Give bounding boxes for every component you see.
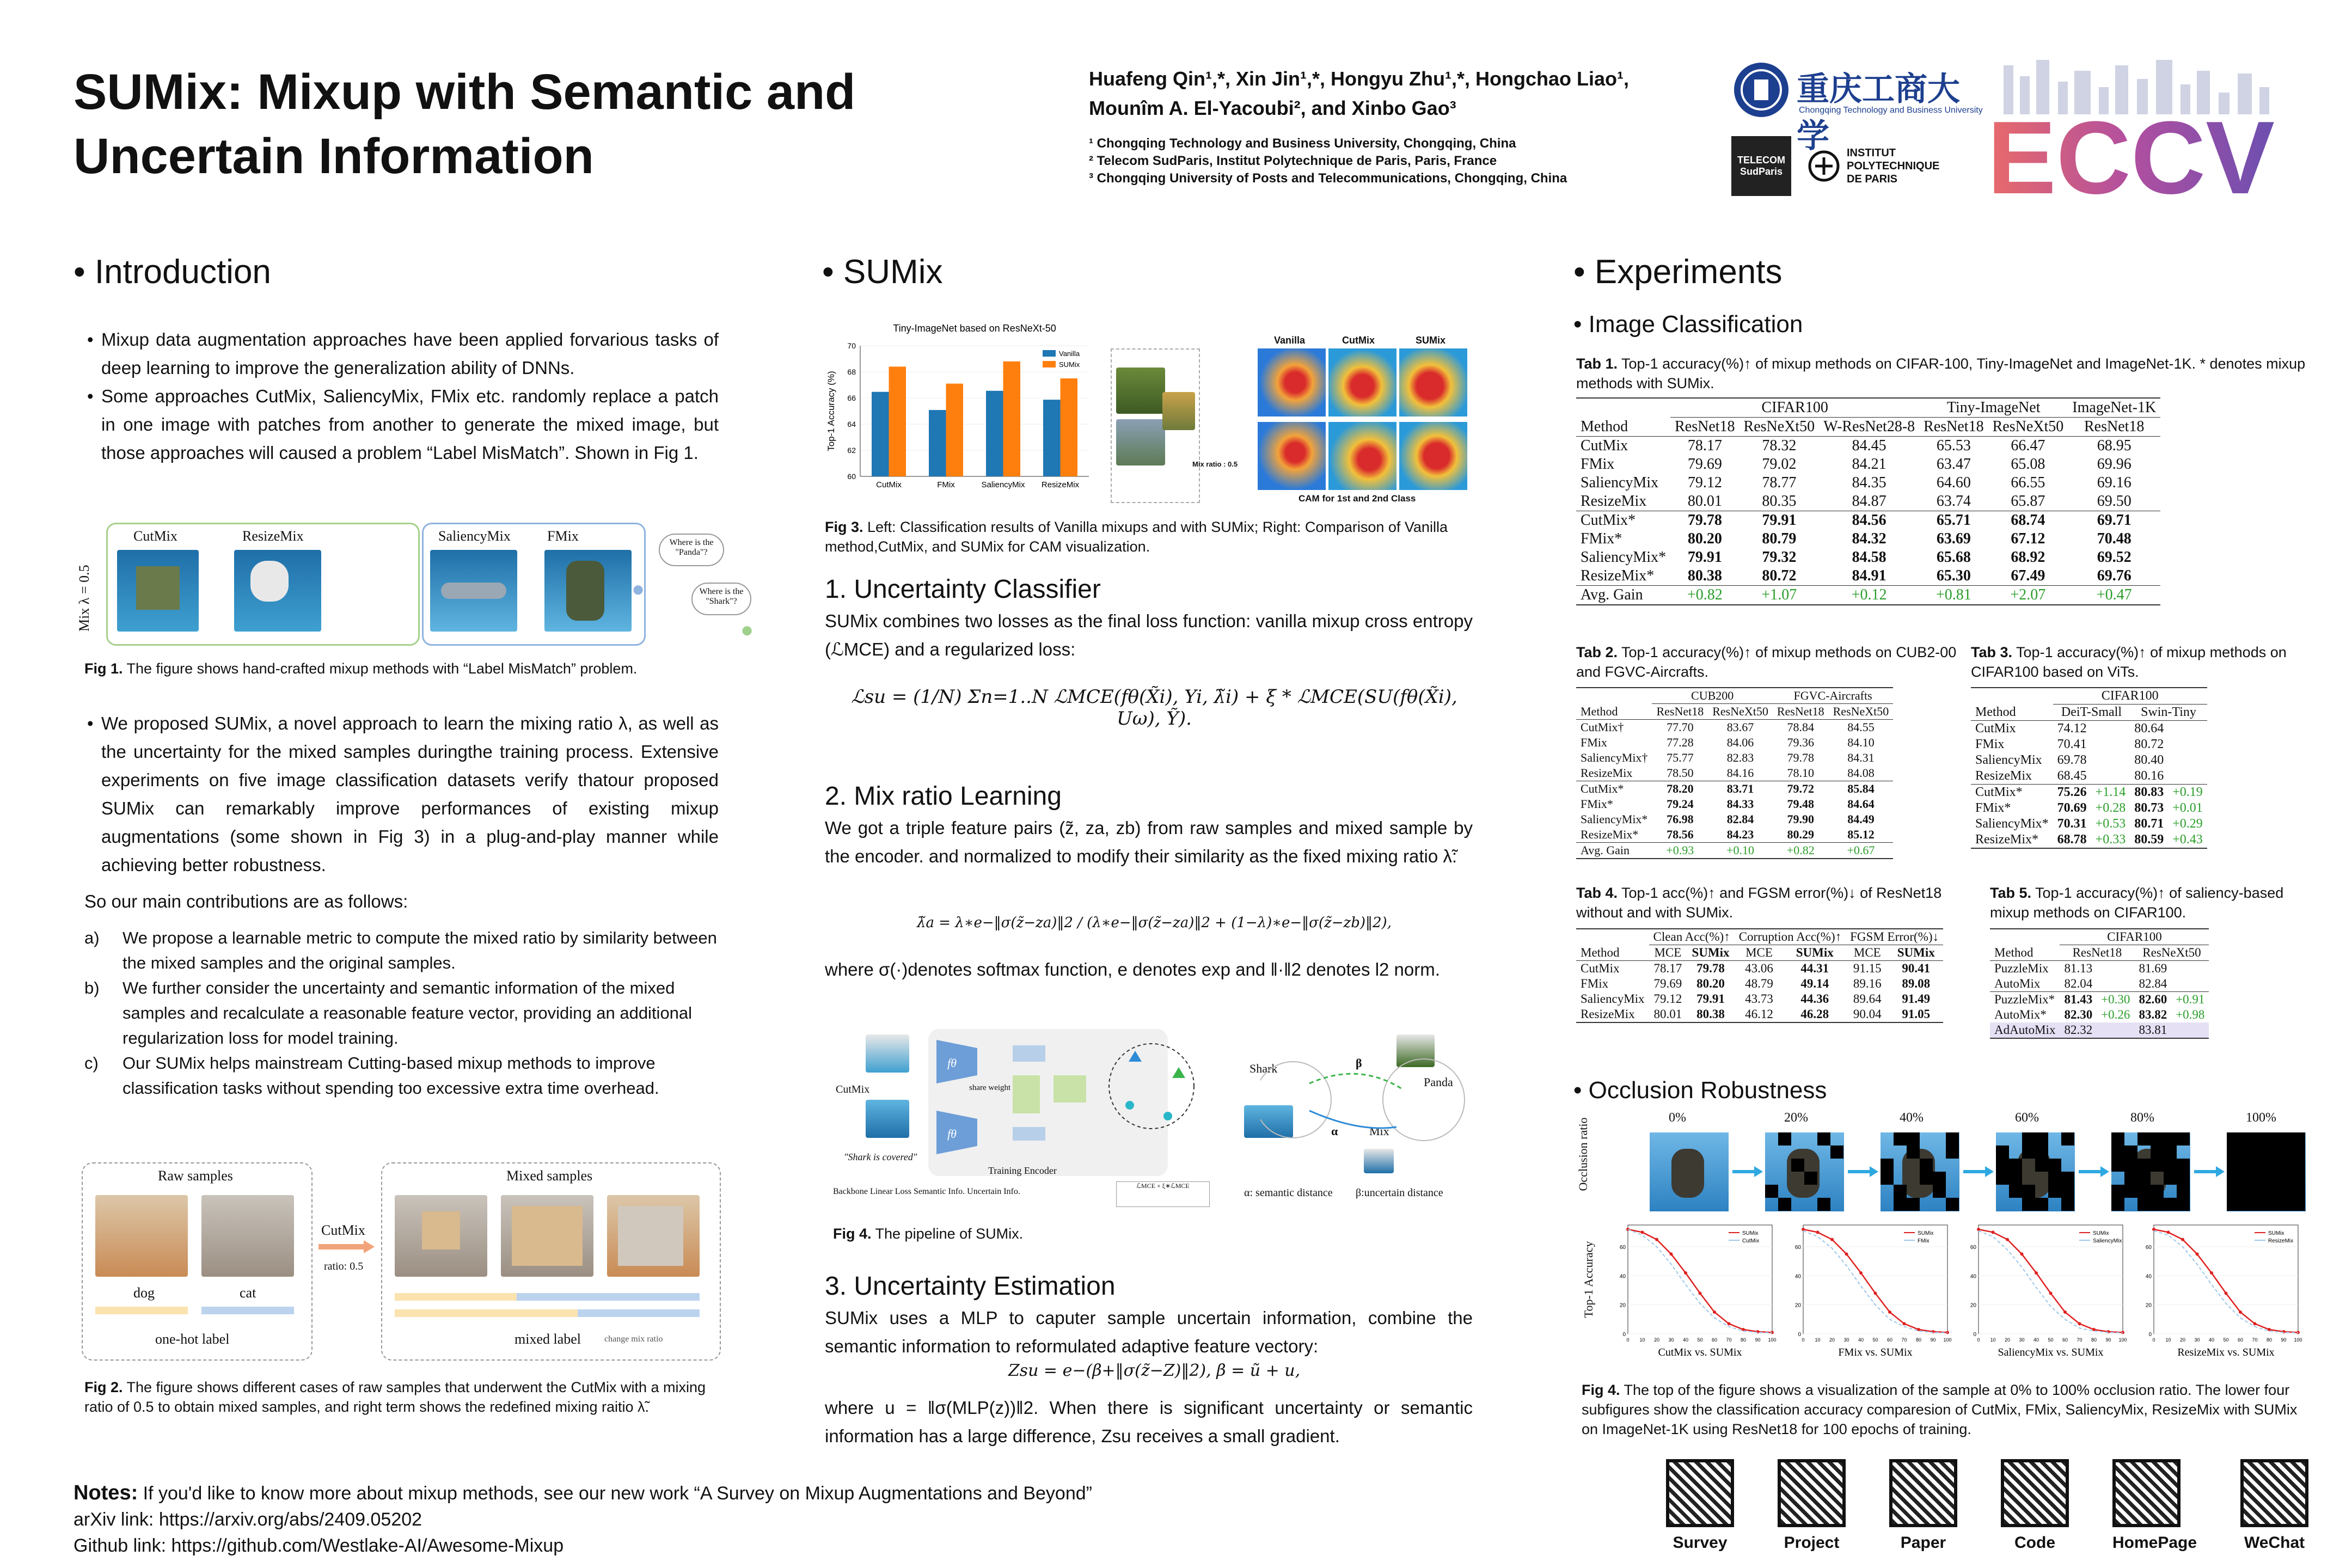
series-point [1728, 1322, 1731, 1325]
series-point [2225, 1291, 2228, 1295]
x-tick-label: 100 [2294, 1337, 2302, 1343]
svg-text:ECCV: ECCV [1987, 100, 2275, 201]
table-row: SaliencyMix* 79.91 79.32 84.58 65.68 68.92 69.52 [1581, 549, 2132, 566]
tab4-caption: Tab 4. Top-1 acc(%)↑ and FGSM error(%)↓ of ResNet18 without and with SUMix. [1576, 885, 1942, 921]
uncertainty-classifier-heading: 1. Uncertainty Classifier [825, 575, 1101, 604]
x-tick-label: 60 [1711, 1337, 1718, 1343]
table-col-header: ResNeXt50 [1992, 418, 2064, 435]
series-point [2020, 1252, 2024, 1255]
x-tick-label: 20 [1653, 1337, 1660, 1343]
series-point [1859, 1271, 1863, 1275]
bar-vanilla [1043, 400, 1061, 476]
table-row: ResizeMix 68.45 80.16 [1975, 769, 2164, 783]
table-5 [1990, 928, 2209, 1039]
occlusion-ratio-label: 0% [1669, 1111, 1686, 1125]
table-row: CutMix 78.17 79.78 43.06 44.31 91.15 90.41 [1581, 961, 1931, 975]
qr-codes [1666, 1459, 2319, 1552]
table-row: AdAutoMix 82.32 83.81 [1990, 1022, 2209, 1038]
series-point [2181, 1238, 2184, 1241]
series-point [1713, 1310, 1716, 1314]
legend-entry: SUMix [2268, 1230, 2284, 1236]
tab5-caption: Tab 5. Top-1 accuracy(%)↑ of saliency-based mixup methods on CIFAR100. [1990, 885, 2284, 921]
table-row: PuzzleMix* 81.43 +0.30 82.60 +0.91 [1990, 992, 2209, 1008]
table-4 [1576, 928, 1943, 1024]
series-point [1977, 1228, 1980, 1231]
table-col-header: ResNet18 [2072, 946, 2122, 959]
x-axis-label: FMix vs. SUMix [1838, 1346, 1913, 1358]
y-tick-label: 0 [1973, 1332, 1976, 1338]
x-tick-label: 70 [1901, 1337, 1907, 1343]
series-point [2253, 1322, 2257, 1325]
y-tick-label: 60 [847, 472, 856, 481]
x-tick-label: 20 [2004, 1337, 2011, 1343]
table-col-header: Method [1581, 945, 1620, 959]
x-tick-label: 30 [1843, 1337, 1849, 1343]
table-col-header: DeiT-Small [2061, 705, 2122, 719]
y-tick-label: 20 [1794, 1302, 1801, 1309]
equation-3: Zsu = e−(β+‖σ(z̃−Z)‖2), β = ũ + u, [1008, 1361, 1301, 1380]
table-col-header: ResNet18 [1924, 418, 1984, 435]
series-point [1670, 1252, 1673, 1255]
occlusion-ratio-label: 60% [2015, 1111, 2039, 1125]
x-tick-label: 40 [1858, 1337, 1864, 1343]
fig1: Mix λ = 0.5 CutMix ResizeMix SaliencyMix FMix Where is the "Panda"? ● Where is the "Shark"? ● [82, 523, 719, 659]
x-tick-label: ResizeMix [1041, 480, 1080, 489]
x-tick-label: 60 [2237, 1337, 2244, 1343]
tab3-caption: Tab 3. Top-1 accuracy(%)↑ of mixup methods on CIFAR100 based on ViTs. [1971, 644, 2287, 680]
series-point [2078, 1322, 2081, 1325]
poster-title: SUMix: Mixup with Semantic and Uncertain Information [74, 64, 856, 184]
legend-swatch [1043, 350, 1056, 357]
qr-project[interactable]: Project [1778, 1459, 1846, 1552]
occlusion-sample [1996, 1132, 2075, 1211]
equation-1: ℒsu = (1/N) Σn=1..N ℒMCE(fθ(X̃i), Yi, λ̃i) + ξ * ℒMCE(SU(fθ(X̃i), Uω), Ỹ). [851, 686, 1457, 730]
table-row: ResizeMix* 68.78 +0.33 80.59 +0.43 [1975, 832, 2203, 847]
x-tick-label: 50 [1697, 1337, 1703, 1343]
x-tick-label: 40 [2208, 1337, 2215, 1343]
fig1-caption: Fig 1. The figure shows hand-crafted mixup methods with “Label MisMatch” problem. [84, 660, 638, 677]
x-tick-label: 10 [1990, 1337, 1996, 1343]
qr-code-icon [2240, 1459, 2308, 1527]
table-group-header: FGSM Error(%)↓ [1846, 929, 1943, 945]
intro-bullets: • Mixup data augmentation approaches have been applied forvarious tasks of deep learning to improve the generalization ability of DNNs. • Some approaches CutMix, SaliencyMix, FMix etc. randomly replace a patch in one image with patches from another to generate the mixed image, but those approaches will caused a problem “Label MisMatch”. Shown in Fig 1. [87, 326, 719, 467]
series-point [2049, 1291, 2053, 1295]
x-tick-label: 10 [1815, 1337, 1821, 1343]
table-col-header: SUMix [1796, 946, 1834, 959]
table-col-header: MCE [1853, 946, 1881, 959]
qr-paper[interactable]: Paper [1889, 1459, 1957, 1552]
occlusion-sample [1650, 1132, 1729, 1211]
legend-entry: SUMix [1059, 360, 1080, 369]
fig3-caption: Fig 3. Left: Classification results of Vanilla mixups and with SUMix; Right: Comparison of Vanilla method,CutMix, and SUMix for CAM visualization. [825, 519, 1448, 555]
x-tick-label: 100 [1943, 1337, 1952, 1343]
x-tick-label: 80 [1740, 1337, 1747, 1343]
x-tick-label: 0 [1977, 1337, 1980, 1343]
y-tick-label: 40 [1619, 1273, 1626, 1280]
series-point [2035, 1271, 2038, 1275]
arxiv-link[interactable]: arXiv link: https://arxiv.org/abs/2409.05202 [74, 1509, 422, 1530]
table-row: AutoMix* 82.30 +0.26 83.82 +0.98 [1994, 1008, 2205, 1021]
table-col-header: MCE [1745, 946, 1773, 959]
table-col-header: ResNeXt50 [2142, 946, 2201, 959]
x-tick-label: 90 [1930, 1337, 1936, 1343]
table-row: ResizeMix 80.01 80.38 46.12 46.28 90.04 91.05 [1581, 1007, 1931, 1021]
y-axis-label: Top-1 Accuracy (%) [826, 371, 836, 451]
table-row: CutMix* 78.20 83.71 79.72 85.84 [1576, 781, 1893, 797]
y-tick-label: 70 [847, 341, 856, 350]
table-row: CutMix† 77.70 83.67 78.84 84.55 [1581, 720, 1875, 734]
x-tick-label: CutMix [876, 480, 902, 489]
table-col-header: W-ResNet28-8 [1823, 418, 1915, 435]
x-tick-label: 100 [1768, 1337, 1777, 1343]
series-point [1903, 1322, 1906, 1325]
x-tick-label: 0 [2152, 1337, 2155, 1343]
y-tick-label: 20 [1970, 1302, 1976, 1309]
user-icon: ● [632, 577, 645, 601]
table-1 [1576, 397, 2160, 605]
x-tick-label: 20 [1829, 1337, 1835, 1343]
uncertainty-estimation-heading: 3. Uncertainty Estimation [825, 1272, 1116, 1301]
y-tick-label: 60 [1970, 1245, 1976, 1251]
table-col-header: ResNeXt50 [1743, 418, 1815, 435]
series-point [1992, 1230, 1995, 1234]
bar-sumix [1061, 378, 1078, 476]
legend-swatch [1043, 361, 1056, 367]
series-point [2006, 1238, 2009, 1241]
ipp-logo: INSTITUT POLYTECHNIQUE DE PARIS [1808, 136, 1971, 196]
series-point [1699, 1291, 1702, 1295]
table-row: SaliencyMix† 75.77 82.83 79.78 84.31 [1581, 751, 1875, 764]
affiliations: ¹ Chongqing Technology and Business University, Chongqing, China ² Telecom SudParis, Institut Polytechnique de Paris, Paris, France ³ Chongqing University of Posts and Telecommunications, Chongqing, China [1089, 136, 1567, 186]
series-point [2196, 1252, 2199, 1255]
occlusion-sample [1765, 1132, 1844, 1211]
series-point [1684, 1271, 1687, 1275]
series-point [1845, 1252, 1848, 1255]
accuracy-line-chart [2137, 1220, 2306, 1369]
y-tick-label: 60 [2145, 1245, 2152, 1251]
y-tick-label: 0 [2148, 1332, 2152, 1338]
x-tick-label: 40 [2033, 1337, 2039, 1343]
series-point [1874, 1291, 1877, 1295]
table-row: CutMix 74.12 80.64 [1975, 721, 2164, 736]
qr-code[interactable]: Code [2001, 1459, 2069, 1552]
s3-text: SUMix uses a MLP to caputer sample uncertain information, combine the semantic information to reformulated adaptive feature vectory: [825, 1308, 1473, 1356]
series-point [1641, 1230, 1644, 1234]
y-tick-label: 60 [1794, 1245, 1801, 1251]
table-col-header: Swin-Tiny [2141, 705, 2196, 719]
accuracy-line-chart [1787, 1220, 1956, 1369]
fig2: Raw samples Mixed samples dog cat one-hot label CutMix ratio: 0.5 mixed label change mix ratio [82, 1162, 724, 1369]
table-col-header: SUMix [1897, 946, 1935, 959]
y-tick-label: 66 [847, 394, 856, 402]
table-row: AutoMix 82.04 82.84 [1994, 977, 2167, 990]
y-tick-label: 40 [1794, 1273, 1801, 1280]
table-col-header: ResNet18 [1656, 705, 1704, 718]
legend-entry: SUMix [1918, 1230, 1934, 1236]
table-row: Avg. Gain +0.93 +0.10 +0.82 +0.67 [1576, 843, 1893, 859]
table-row: FMix* 79.24 84.33 79.48 84.64 [1581, 797, 1875, 811]
table-row: FMix* 80.20 80.79 84.32 63.69 67.12 70.48 [1581, 530, 2132, 547]
equation-2: λ̃a = λ∗e−‖σ(z̃−za)‖2 / (λ∗e−‖σ(z̃−za)‖2 + (1−λ)∗e−‖σ(z̃−zb)‖2), [917, 915, 1392, 931]
x-tick-label: 10 [2165, 1337, 2171, 1343]
table-group-header: FGVC-Aircrafts [1773, 688, 1893, 704]
s3-text2: where u = ‖σ(MLP(z))‖2. When there is significant uncertainty or semantic information has a large difference, Zsu receives a small gradient. [825, 1398, 1473, 1446]
table-row: SaliencyMix* 70.31 +0.53 80.71 +0.29 [1975, 817, 2203, 831]
series-point [1816, 1230, 1820, 1234]
x-tick-label: 90 [2281, 1337, 2287, 1343]
x-tick-label: 60 [1886, 1337, 1893, 1343]
legend-entry: SUMix [1742, 1230, 1759, 1236]
table-row: Avg. Gain +0.82 +1.07 +0.12 +0.81 +2.07 +0.47 [1576, 586, 2160, 605]
s1-text: SUMix combines two losses as the final loss function: vanilla mixup cross entropy (ℒMCE) and a regularized loss: [825, 611, 1473, 659]
intro-heading: • Introduction [74, 253, 271, 291]
x-axis-label: ResizeMix vs. SUMix [2177, 1346, 2275, 1358]
x-tick-label: 0 [1802, 1337, 1805, 1343]
contrib-list: a) We propose a learnable metric to compute the mixed ratio by similarity between the mixed samples and the original samples. b) We further consider the uncertainty and semantic information of the mixed samples and recalculate a reasonable feature vector, providing an additional regularization loss for model training. c) Our SUMix helps mainstream Cutting-based mixup methods to improve classification tasks without spending too excessive extra time overhead. [84, 928, 717, 1098]
tab2-caption: Tab 2. Top-1 accuracy(%)↑ of mixup methods on CUB2-00 and FGVC-Aircrafts. [1576, 644, 1957, 680]
x-tick-label: 30 [2019, 1337, 2025, 1343]
fig2-caption: Fig 2. The figure shows different cases of raw samples that underwent the CutMix with a mixing ratio of 0.5 to obtain mixed samples, and right term shows the redefined mixing raitio λ̃. [84, 1379, 706, 1415]
x-tick-label: 100 [2118, 1337, 2127, 1343]
fig3-cam: Mix ratio : 0.5 Vanilla CutMix SUMix CAM for 1st and 2nd Class [1111, 321, 1470, 506]
table-row: PuzzleMix 81.13 81.69 [1994, 961, 2167, 975]
table-group-header: CUB200 [1652, 688, 1772, 704]
x-tick-label: 50 [1872, 1337, 1878, 1343]
x-tick-label: 0 [1626, 1337, 1630, 1343]
table-group-header: CIFAR100 [2053, 688, 2207, 705]
x-tick-label: 60 [2062, 1337, 2068, 1343]
s2-text2: where σ(·)denotes softmax function, e denotes exp and ‖·‖2 denotes l2 norm. [825, 959, 1440, 979]
table-row: ResizeMix 78.50 84.16 78.10 84.08 [1581, 766, 1875, 780]
qr-code-icon [1889, 1459, 1957, 1527]
fig4-pipeline-caption: Fig 4. The pipeline of SUMix. [833, 1226, 1024, 1242]
occlusion-sample [2227, 1132, 2306, 1211]
svg-text:fθ: fθ [947, 1127, 957, 1141]
github-link[interactable]: Github link: https://github.com/Westlake-AI/Awesome-Mixup [74, 1535, 564, 1556]
y-tick-label: 68 [847, 367, 856, 376]
table-group-header: Tiny-ImageNet [1919, 398, 2068, 418]
legend-entry: SaliencyMix [2093, 1238, 2122, 1244]
series-point [2210, 1271, 2213, 1275]
contrib-heading: So our main contributions are as follows: [84, 891, 408, 911]
bar-chart-svg [822, 318, 1100, 509]
proposal-text: • We proposed SUMix, a novel approach to learn the mixing ratio λ, as well as the uncertainty for the mixed samples duringthe training process. Extensive experiments on five image classification datasets verify thatour proposed SUMix can remarkably improve performances of existing mixup augmentations (some shown in Fig 3) in a plug-and-play manner while achieving better robustness. [87, 709, 719, 879]
series-point [1802, 1228, 1805, 1231]
qr-code-icon [2001, 1459, 2069, 1527]
telecom-sudparis-logo: TELECOM SudParis [1731, 136, 1791, 196]
series-point [1888, 1310, 1891, 1314]
table-col-header: ResNet18 [1777, 705, 1824, 718]
y-tick-label: 62 [847, 446, 856, 455]
table-row: CutMix* 79.78 79.91 84.56 65.71 68.74 69.71 [1576, 511, 2160, 530]
x-tick-label: 90 [2105, 1337, 2111, 1343]
x-tick-label: 70 [2252, 1337, 2258, 1343]
x-tick-label: 50 [2048, 1337, 2054, 1343]
occlusion-heading: • Occlusion Robustness [1573, 1077, 1827, 1104]
x-tick-label: 70 [2077, 1337, 2082, 1343]
series-point [1830, 1238, 1834, 1241]
table-row: FMix 79.69 79.02 84.21 63.47 65.08 69.96 [1581, 456, 2132, 473]
table-group-header: CIFAR100 [2060, 929, 2209, 945]
x-tick-label: 80 [2266, 1337, 2273, 1343]
x-tick-label: 80 [2091, 1337, 2097, 1343]
bar-vanilla [929, 410, 946, 476]
y-tick-label: 0 [1798, 1332, 1801, 1338]
table-group-header: ImageNet-1K [2068, 398, 2160, 418]
x-tick-label: FMix [937, 480, 955, 489]
qr-wechat[interactable]: WeChat [2240, 1459, 2308, 1552]
table-row: ResizeMix* 80.38 80.72 84.91 65.30 67.49 69.76 [1581, 567, 2132, 584]
occlusion-ratio-label: 100% [2246, 1111, 2276, 1125]
occlusion-charts: Top-1 Accuracy 0 20 40 60 SUMix CutMix 0 10 20 30 40 50 60 70 80 90 100 CutMix vs. SUMix 0 20 40 60 SUMix FMix 0 10 20 30 40 50 60 70 80 90 100 FMix vs. SUMix 0 20 40 60 SUMix SaliencyMix 0 10 20 30 40 50 60 70 80 90 100 SaliencyMix vs. SUMix 0 20 40 60 SUMix ResizeMix 0 10 20 30 40 50 60 70 80 90 100 ResizeMix vs. SUMix [1579, 1220, 2308, 1383]
table-group-header: CIFAR100 [1670, 398, 1919, 418]
bar-sumix [889, 366, 906, 476]
y-tick-label: 60 [1619, 1245, 1626, 1251]
table-group-header: Corruption Acc(%)↑ [1735, 929, 1846, 945]
x-tick-label: 40 [1682, 1337, 1689, 1343]
x-axis-label: CutMix vs. SUMix [1658, 1346, 1742, 1358]
x-tick-label: 80 [1915, 1337, 1922, 1343]
accuracy-line-chart [1612, 1220, 1780, 1369]
y-tick-label: 0 [1622, 1332, 1626, 1338]
occlusion-ratio-label: 80% [2130, 1111, 2154, 1125]
series-point [1655, 1238, 1658, 1241]
table-col-header: Method [1581, 418, 1628, 435]
mix-ratio-heading: 2. Mix ratio Learning [825, 782, 1062, 811]
y-tick-label: 20 [2145, 1302, 2152, 1309]
fig4-occ-caption: Fig 4. The top of the figure shows a visualization of the sample at 0% to 100% occlusion ratio. The lower four subfigures show the classification accuracy comparesion of CutMix, FMix, SaliencyMix, ResizeMix with SUMix on ImageNet-1K using ResNet18 for 100 epochs of training. [1582, 1382, 2298, 1437]
notes: Notes: If you'd like to know more about mixup methods, see our new work “A Survey on Mixup Augmentations and Beyond” arXiv link: https://arxiv.org/abs/2409.05202 Github link: https://github.com/Westlake-AI/Awesome-Mixup [74, 1480, 1271, 1559]
table-row: FMix 77.28 84.06 79.36 84.10 [1581, 736, 1875, 749]
occlusion-strip: Occlusion ratio 0% 20% 40% 60% 80% 100% [1579, 1111, 2308, 1241]
legend-entry: CutMix [1742, 1238, 1760, 1244]
image-classification-heading: • Image Classification [1573, 311, 1803, 338]
table-row: SaliencyMix 79.12 78.77 84.35 64.60 66.55 69.16 [1581, 474, 2132, 491]
table-row: SaliencyMix 69.78 80.40 [1975, 753, 2164, 767]
qr-code-icon [2112, 1459, 2180, 1527]
occlusion-ratio-label: 40% [1900, 1111, 1924, 1125]
y-tick-label: 64 [847, 420, 856, 428]
eccv-logo [1982, 60, 2308, 201]
x-tick-label: 30 [1668, 1337, 1674, 1343]
x-tick-label: 20 [2179, 1337, 2186, 1343]
svg-text:fθ: fθ [947, 1056, 957, 1070]
table-row: CutMix* 75.26 +1.14 80.83 +0.19 [1971, 785, 2207, 801]
table-row: FMix 70.41 80.72 [1975, 737, 2164, 751]
occlusion-sample [1881, 1132, 1959, 1211]
series-point [2239, 1310, 2242, 1314]
bar-sumix [946, 384, 964, 476]
fig3-bar-chart [822, 318, 1100, 509]
legend-entry: FMix [1918, 1238, 1930, 1244]
table-row: ResizeMix 80.01 80.35 84.87 63.74 65.87 69.50 [1581, 493, 2132, 510]
y-tick-label: 20 [1619, 1302, 1626, 1309]
table-col-header: ResNeXt50 [1833, 705, 1889, 718]
legend-entry: Vanilla [1059, 350, 1080, 358]
qr-homepage[interactable]: HomePage [2112, 1459, 2197, 1552]
experiments-heading: • Experiments [1573, 253, 1783, 291]
sumix-heading: • SUMix [822, 253, 943, 291]
table-2 [1576, 687, 1893, 859]
user-icon: ● [740, 618, 754, 642]
table-row: ResizeMix* 78.56 84.23 80.29 85.12 [1581, 828, 1875, 841]
chart-title: Tiny-ImageNet based on ResNeXt-50 [893, 323, 1056, 334]
accuracy-line-chart [1962, 1220, 2131, 1369]
x-tick-label: SaliencyMix [981, 480, 1025, 489]
y-tick-label: 40 [1970, 1273, 1976, 1280]
x-tick-label: 50 [2223, 1337, 2229, 1343]
table-row: SaliencyMix* 76.98 82.84 79.90 84.49 [1581, 812, 1875, 826]
x-tick-label: 90 [1755, 1337, 1761, 1343]
series-point [2152, 1228, 2155, 1231]
table-col-header: MCE [1654, 946, 1682, 959]
table-col-header: Method [1581, 704, 1618, 718]
series-point [2063, 1310, 2067, 1314]
qr-code-icon [1778, 1459, 1846, 1527]
y-tick-label: 40 [2145, 1273, 2152, 1280]
s2-text: We got a triple feature pairs (z̃, za, zb) from raw samples and mixed sample by the encoder. and normalized to modify their similarity as the fixed mixing ratio λ̃: [825, 818, 1473, 866]
qr-survey[interactable]: Survey [1666, 1459, 1734, 1552]
table-group-header: Clean Acc(%)↑ [1649, 929, 1735, 945]
qr-code-icon [1666, 1459, 1734, 1527]
table-col-header: ResNet18 [2084, 418, 2145, 435]
table-3 [1971, 687, 2207, 850]
series-point [2167, 1230, 2170, 1234]
table-col-header: ResNeXt50 [1712, 705, 1768, 718]
x-tick-label: 70 [1726, 1337, 1732, 1343]
table-col-header: Method [1994, 945, 2033, 959]
legend-entry: ResizeMix [2268, 1238, 2294, 1244]
bar-sumix [1003, 362, 1021, 476]
table-row: FMix 79.69 80.20 48.79 49.14 89.16 89.08 [1581, 977, 1931, 990]
tab1-caption: Tab 1. Top-1 accuracy(%)↑ of mixup methods on CIFAR-100, Tiny-ImageNet and ImageNet-1K. * denotes mixup methods with SUMix. [1576, 356, 2306, 391]
cqu-logo: 重庆工商大学 Chongqing Technology and Business University [1731, 60, 1987, 125]
x-axis-label: SaliencyMix vs. SUMix [1998, 1346, 2104, 1358]
occlusion-ratio-label: 20% [1784, 1111, 1808, 1125]
table-row: SaliencyMix 79.12 79.91 43.73 44.36 89.64 91.49 [1581, 992, 1931, 1006]
table-col-header: ResNet18 [1675, 418, 1735, 435]
legend-entry: SUMix [2093, 1230, 2109, 1236]
fig4-pipeline: CutMix "Shark is covered" fθ fθ share weight Training Encoder ℒMCE + ξ∗ℒMCE Backbone Linear Loss Semantic Info. Uncertain Info. Shark Panda Mix α β α: semantic distance β:uncertain distance [825, 1024, 1473, 1209]
table-row: CutMix 78.17 78.32 84.45 65.53 66.47 68.95 [1581, 437, 2132, 454]
table-col-header: SUMix [1692, 946, 1730, 959]
occlusion-sample [2111, 1132, 2190, 1211]
table-col-header: Method [1975, 705, 2016, 719]
authors: Huafeng Qin¹,*, Xin Jin¹,*, Hongyu Zhu¹,*, Hongchao Liao¹, Mounîm A. El-Yacoubi², and Xinbo Gao³ [1089, 68, 1629, 119]
x-tick-label: 30 [2194, 1337, 2200, 1343]
x-tick-label: 10 [1639, 1337, 1645, 1343]
bar-vanilla [986, 391, 1003, 476]
bar-vanilla [872, 392, 889, 476]
table-row: FMix* 70.69 +0.28 80.73 +0.01 [1975, 801, 2203, 815]
